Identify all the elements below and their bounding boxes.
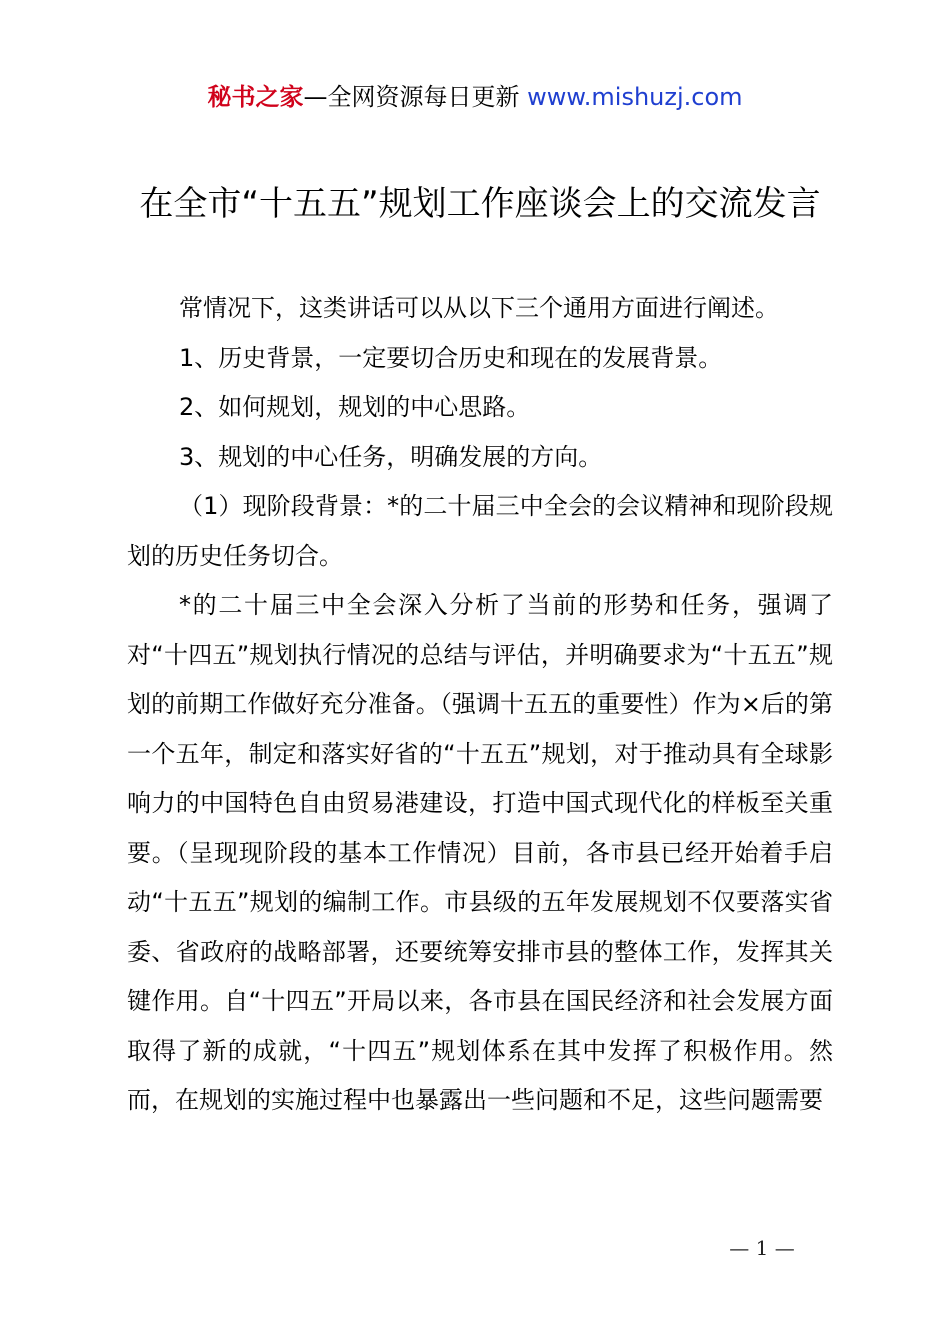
site-header: [0, 80, 950, 114]
paragraph-item-2: 2、如何规划，规划的中心思路。: [179, 393, 531, 421]
paragraph-subsection-1: （1）现阶段背景：*的二十届三中全会的会议精神和现阶段规划的历史任务切合。: [127, 492, 833, 570]
paragraph-item-1: 1、历史背景，一定要切合历史和现在的发展背景。: [179, 343, 723, 372]
paragraph-intro: 常情况下，这类讲话可以从以下三个通用方面进行阐述。: [179, 294, 779, 322]
page-number: — 1 —: [729, 1236, 795, 1260]
document-title: 在全市“十五五”规划工作座谈会上的交流发言: [139, 184, 821, 224]
site-url-link[interactable]: www.mishuzj.com: [527, 83, 743, 111]
header-slogan: —全网资源每日更新: [303, 83, 520, 111]
document-body: [127, 284, 833, 1126]
paragraph-item-3: 3、规划的中心任务，明确发展的方向。: [179, 442, 603, 471]
paragraph-body: *的二十届三中全会深入分析了当前的形势和任务，强调了对“十四五”规划执行情况的总结与评估，并明确要求为“十五五”规划的前期工作做好充分准备。（强调十五五的重要性）作为×后的第一个五年，制定和落实好省的“十五五”规划，对于推动具有全球影响力的中国特色自由贸易港建设，打造中国式现代化的样板至关重要。（呈现现阶段的基本工作情况）目前，各市县已经开始着手启动“十五五”规划的编制工作。市县级的五年发展规划不仅要落实省委、省政府的战略部署，还要统筹安排市县的整体工作，发挥其关键作用。自“十四五”开局以来，各市县在国民经济和社会发展方面取得了新的成就，“十四五”规划体系在其中发挥了积极作用。然而，在规划的实施过程中也暴露出一些问题和不足，这些问题需要: [127, 591, 833, 1114]
brand-name: 秘书之家: [207, 83, 304, 111]
